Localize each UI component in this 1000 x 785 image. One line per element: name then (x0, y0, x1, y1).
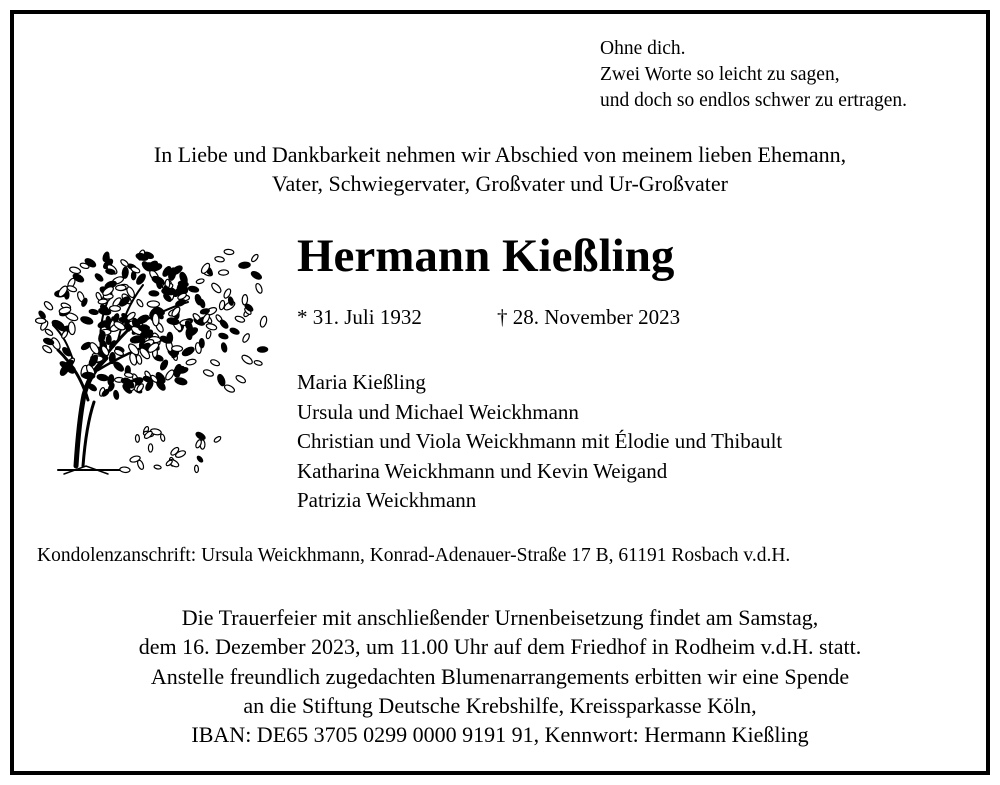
leaf (223, 384, 235, 394)
leaf (255, 283, 264, 294)
notice-line: Anstelle freundlich zugedachten Blumenarrangements erbitten wir eine Spende (150, 663, 850, 689)
poem (600, 36, 907, 114)
leaf (194, 294, 202, 306)
leaf (242, 333, 251, 344)
leaf (42, 344, 53, 354)
deceased-name: Hermann Kießling (297, 230, 675, 282)
leaf (135, 272, 147, 285)
leaf (196, 278, 205, 284)
leaf (113, 390, 119, 400)
leaf (110, 306, 121, 312)
leaf (259, 316, 268, 328)
leaf (210, 282, 222, 295)
leaf (218, 270, 228, 276)
leaf (239, 262, 251, 269)
leaf (87, 383, 98, 392)
poem-line: Zwei Worte so leicht zu sagen, (600, 64, 840, 85)
leaf (206, 323, 218, 331)
leaf (221, 342, 228, 352)
poem-line: Ohne dich. (600, 38, 686, 59)
leaf (229, 327, 240, 335)
leaf (219, 319, 230, 330)
leaf (136, 459, 144, 470)
leaf (199, 339, 204, 348)
death-date: † 28. November 2023 (497, 305, 681, 329)
notice-line: Die Trauerfeier mit anschließender Urnenbeisetzung findet am Samstag, (181, 605, 819, 630)
leaf (116, 285, 127, 291)
tree-leaves (35, 249, 267, 473)
leaf (154, 465, 162, 470)
windswept-tree-icon (28, 230, 278, 490)
leaf (188, 286, 199, 293)
leaf (242, 294, 248, 305)
notice-line: IBAN: DE65 3705 0299 0000 9191 91, Kennwort: Hermann Kießling (191, 722, 809, 748)
leaf (149, 291, 159, 297)
leaf (120, 467, 131, 473)
leaf (181, 345, 195, 357)
leaf (82, 372, 95, 379)
leaf (147, 301, 159, 307)
leaf (88, 341, 100, 355)
leaf (240, 354, 253, 366)
mourners-list (297, 368, 782, 516)
leaf (174, 377, 187, 386)
leaf (218, 332, 228, 339)
leaf (135, 435, 139, 443)
birth-date: * 31. Juli 1932 (297, 305, 422, 329)
leaf (105, 254, 110, 263)
leaf (151, 275, 165, 286)
leaf (160, 434, 166, 442)
leaf (109, 352, 115, 363)
leaf (250, 270, 263, 281)
leaf (136, 298, 144, 307)
leaf (94, 273, 104, 283)
leaf (80, 315, 94, 325)
leaf (214, 256, 224, 263)
notice-line: an die Stiftung Deutsche Krebshilfe, Kreissparkasse Köln, (243, 692, 757, 718)
mourner: Ursula und Michael Weickhmann (297, 399, 579, 424)
leaf (194, 465, 198, 473)
leaf (254, 360, 263, 366)
leaf (213, 435, 221, 443)
leaf (68, 322, 76, 335)
leaf (235, 374, 247, 384)
leaf (186, 358, 197, 365)
leaf (196, 455, 203, 463)
mourner: Patrizia Weickhmann (297, 488, 477, 512)
notice-line: dem 16. Dezember 2023, um 11.00 Uhr auf dem Friedhof in Rodheim v.d.H. statt. (138, 634, 862, 660)
leaf (257, 347, 267, 353)
intro-line: In Liebe und Dankbarkeit nehmen wir Abschied von meinem lieben Ehemann, (153, 142, 847, 167)
leaf (216, 374, 226, 387)
service-notice (0, 603, 1000, 749)
leaf (148, 444, 152, 452)
leaf (51, 319, 65, 330)
poem-line: und doch so endlos schwer zu ertragen. (600, 90, 908, 111)
leaf (152, 313, 159, 326)
leaf (69, 266, 81, 275)
leaf (122, 267, 129, 279)
leaf (43, 300, 54, 311)
leaf (124, 372, 133, 378)
leaf (89, 309, 99, 315)
leaf (234, 315, 245, 323)
intro-text (0, 140, 1000, 198)
leaf (210, 359, 221, 367)
leaf (224, 249, 234, 255)
mourner: Maria Kießling (297, 370, 426, 394)
leaf (172, 346, 183, 352)
leaf (44, 328, 53, 336)
mourner: Katharina Weickhmann und Kevin Weigand (297, 458, 668, 483)
leaf (203, 369, 215, 378)
intro-line: Vater, Schwiegervater, Großvater und Ur-Großvater (272, 171, 728, 196)
mourner: Christian und Viola Weickhmann mit Élodie und Thibault (297, 429, 783, 453)
leaf (97, 374, 109, 382)
condolence-address: Kondolenzanschrift: Ursula Weickhmann, Konrad-Adenauer-Straße 17 B, 61191 Rosbach v.d.H. (37, 545, 791, 566)
leaf (120, 258, 130, 267)
leaf (250, 253, 259, 262)
leaf (205, 330, 211, 339)
